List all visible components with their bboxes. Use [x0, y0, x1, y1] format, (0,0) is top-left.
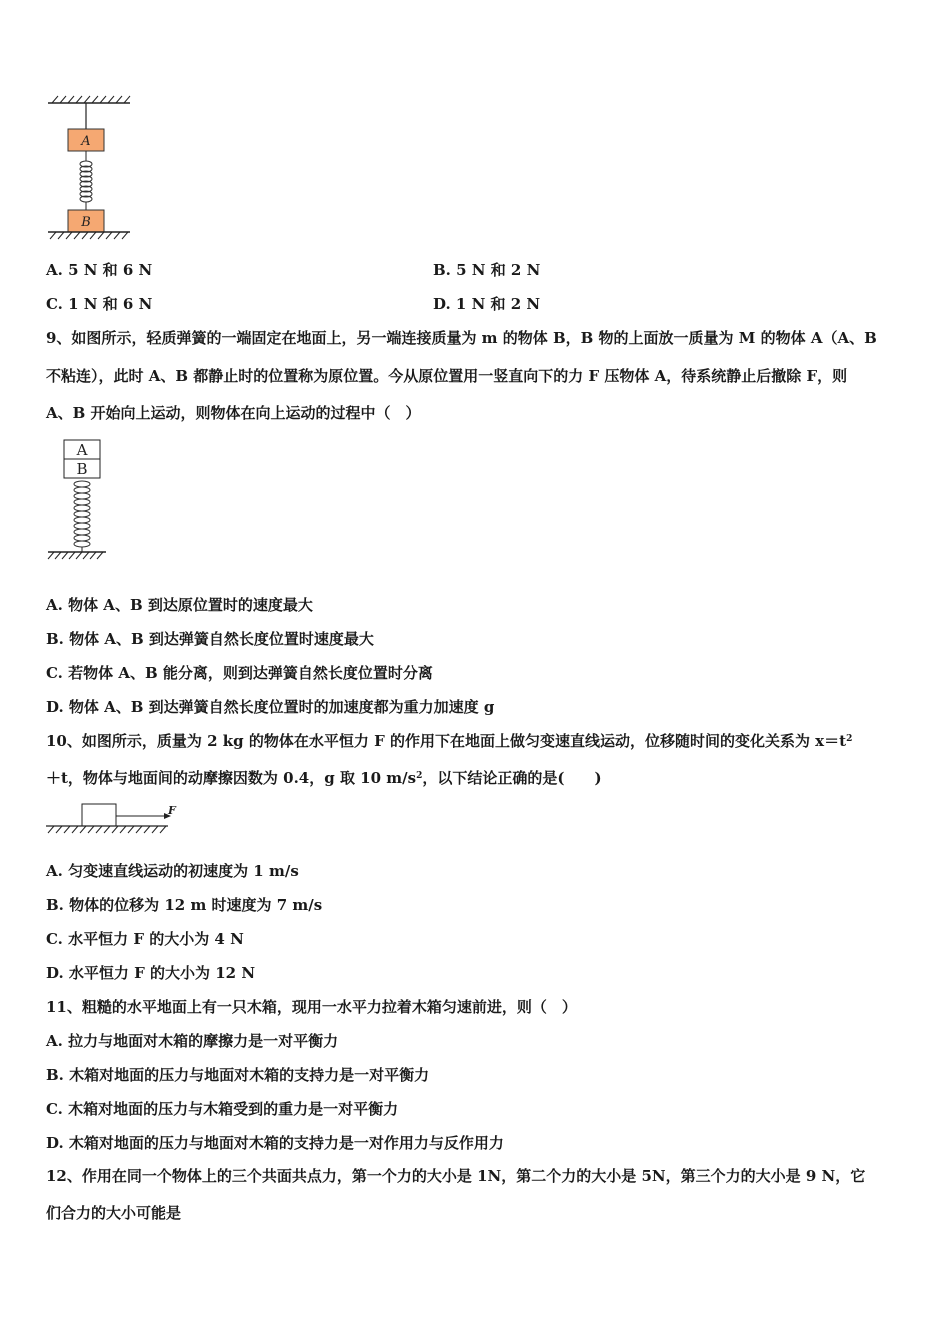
- q10-stem-line2-sup: 2: [416, 771, 423, 781]
- q9-option-d: D. 物体 A、B 到达弹簧自然长度位置时的加速度都为重力加速度 g: [46, 698, 495, 716]
- force-f-label: F: [168, 804, 176, 817]
- q10-stem-line2-post: ，以下结论正确的是( ): [422, 769, 602, 787]
- q12-stem-line2: 们合力的大小可能是: [46, 1204, 182, 1222]
- q11-stem: 11、粗糙的水平地面上有一只木箱，现用一水平力拉着木箱匀速前进，则（ ）: [46, 998, 577, 1016]
- q10-option-c: C. 水平恒力 F 的大小为 4 N: [46, 930, 244, 948]
- figure2-block-b-label: B: [76, 460, 88, 478]
- q10-stem-line1-sup: 2: [846, 734, 853, 744]
- q10-option-d: D. 水平恒力 F 的大小为 12 N: [46, 964, 256, 982]
- q8-option-a: A. 5 N 和 6 N: [46, 261, 153, 279]
- q10-option-b: B. 物体的位移为 12 m 时速度为 7 m/s: [46, 896, 323, 914]
- q10-stem-line2: [46, 768, 602, 788]
- spring-blocks-figure-2: [42, 438, 112, 563]
- q8-option-c: C. 1 N 和 6 N: [46, 295, 153, 313]
- figure1-block-a-label: A: [81, 134, 91, 149]
- q9-option-c: C. 若物体 A、B 能分离，则到达弹簧自然长度位置时分离: [46, 664, 433, 682]
- q11-option-d: D. 木箱对地面的压力与地面对木箱的支持力是一对作用力与反作用力: [46, 1134, 504, 1152]
- figure1-block-b-label: B: [81, 215, 91, 230]
- q8-option-b: B. 5 N 和 2 N: [433, 261, 541, 279]
- q9-stem-line1: 9、如图所示，轻质弹簧的一端固定在地面上，另一端连接质量为 m 的物体 B，B 物的上面放一质量为 M 的物体 A（A、B: [46, 329, 877, 347]
- q10-stem-line2-pre: ＋t，物体与地面间的动摩擦因数为 0.4，g 取 10 m/s: [46, 769, 417, 787]
- q9-option-b: B. 物体 A、B 到达弹簧自然长度位置时速度最大: [46, 630, 374, 648]
- q10-option-a: A. 匀变速直线运动的初速度为 1 m/s: [46, 862, 299, 880]
- block-force-figure: [44, 800, 184, 840]
- q8-option-d: D. 1 N 和 2 N: [433, 295, 541, 313]
- q12-stem-line1: 12、作用在同一个物体上的三个共面共点力，第一个力的大小是 1N，第二个力的大小是 5N，第三个力的大小是 9 N，它: [46, 1167, 866, 1185]
- q11-option-b: B. 木箱对地面的压力与地面对木箱的支持力是一对平衡力: [46, 1066, 430, 1084]
- spring-blocks-figure-1: [40, 95, 140, 245]
- q11-option-a: A. 拉力与地面对木箱的摩擦力是一对平衡力: [46, 1032, 339, 1050]
- q11-option-c: C. 木箱对地面的压力与木箱受到的重力是一对平衡力: [46, 1100, 399, 1118]
- figure2-block-a-label: A: [76, 441, 88, 459]
- q9-stem-line3: A、B 开始向上运动，则物体在向上运动的过程中（ ）: [46, 404, 421, 422]
- q9-stem-line2: 不粘连），此时 A、B 都静止时的位置称为原位置。今从原位置用一竖直向下的力 F 压物体 A，待系统静止后撤除 F，则: [46, 367, 848, 385]
- q10-stem-line1: [46, 731, 852, 751]
- q10-stem-line1-text: 10、如图所示，质量为 2 kg 的物体在水平恒力 F 的作用下在地面上做匀变速直线运动，位移随时间的变化关系为 x＝t: [46, 732, 847, 750]
- q9-option-a: A. 物体 A、B 到达原位置时的速度最大: [46, 596, 313, 614]
